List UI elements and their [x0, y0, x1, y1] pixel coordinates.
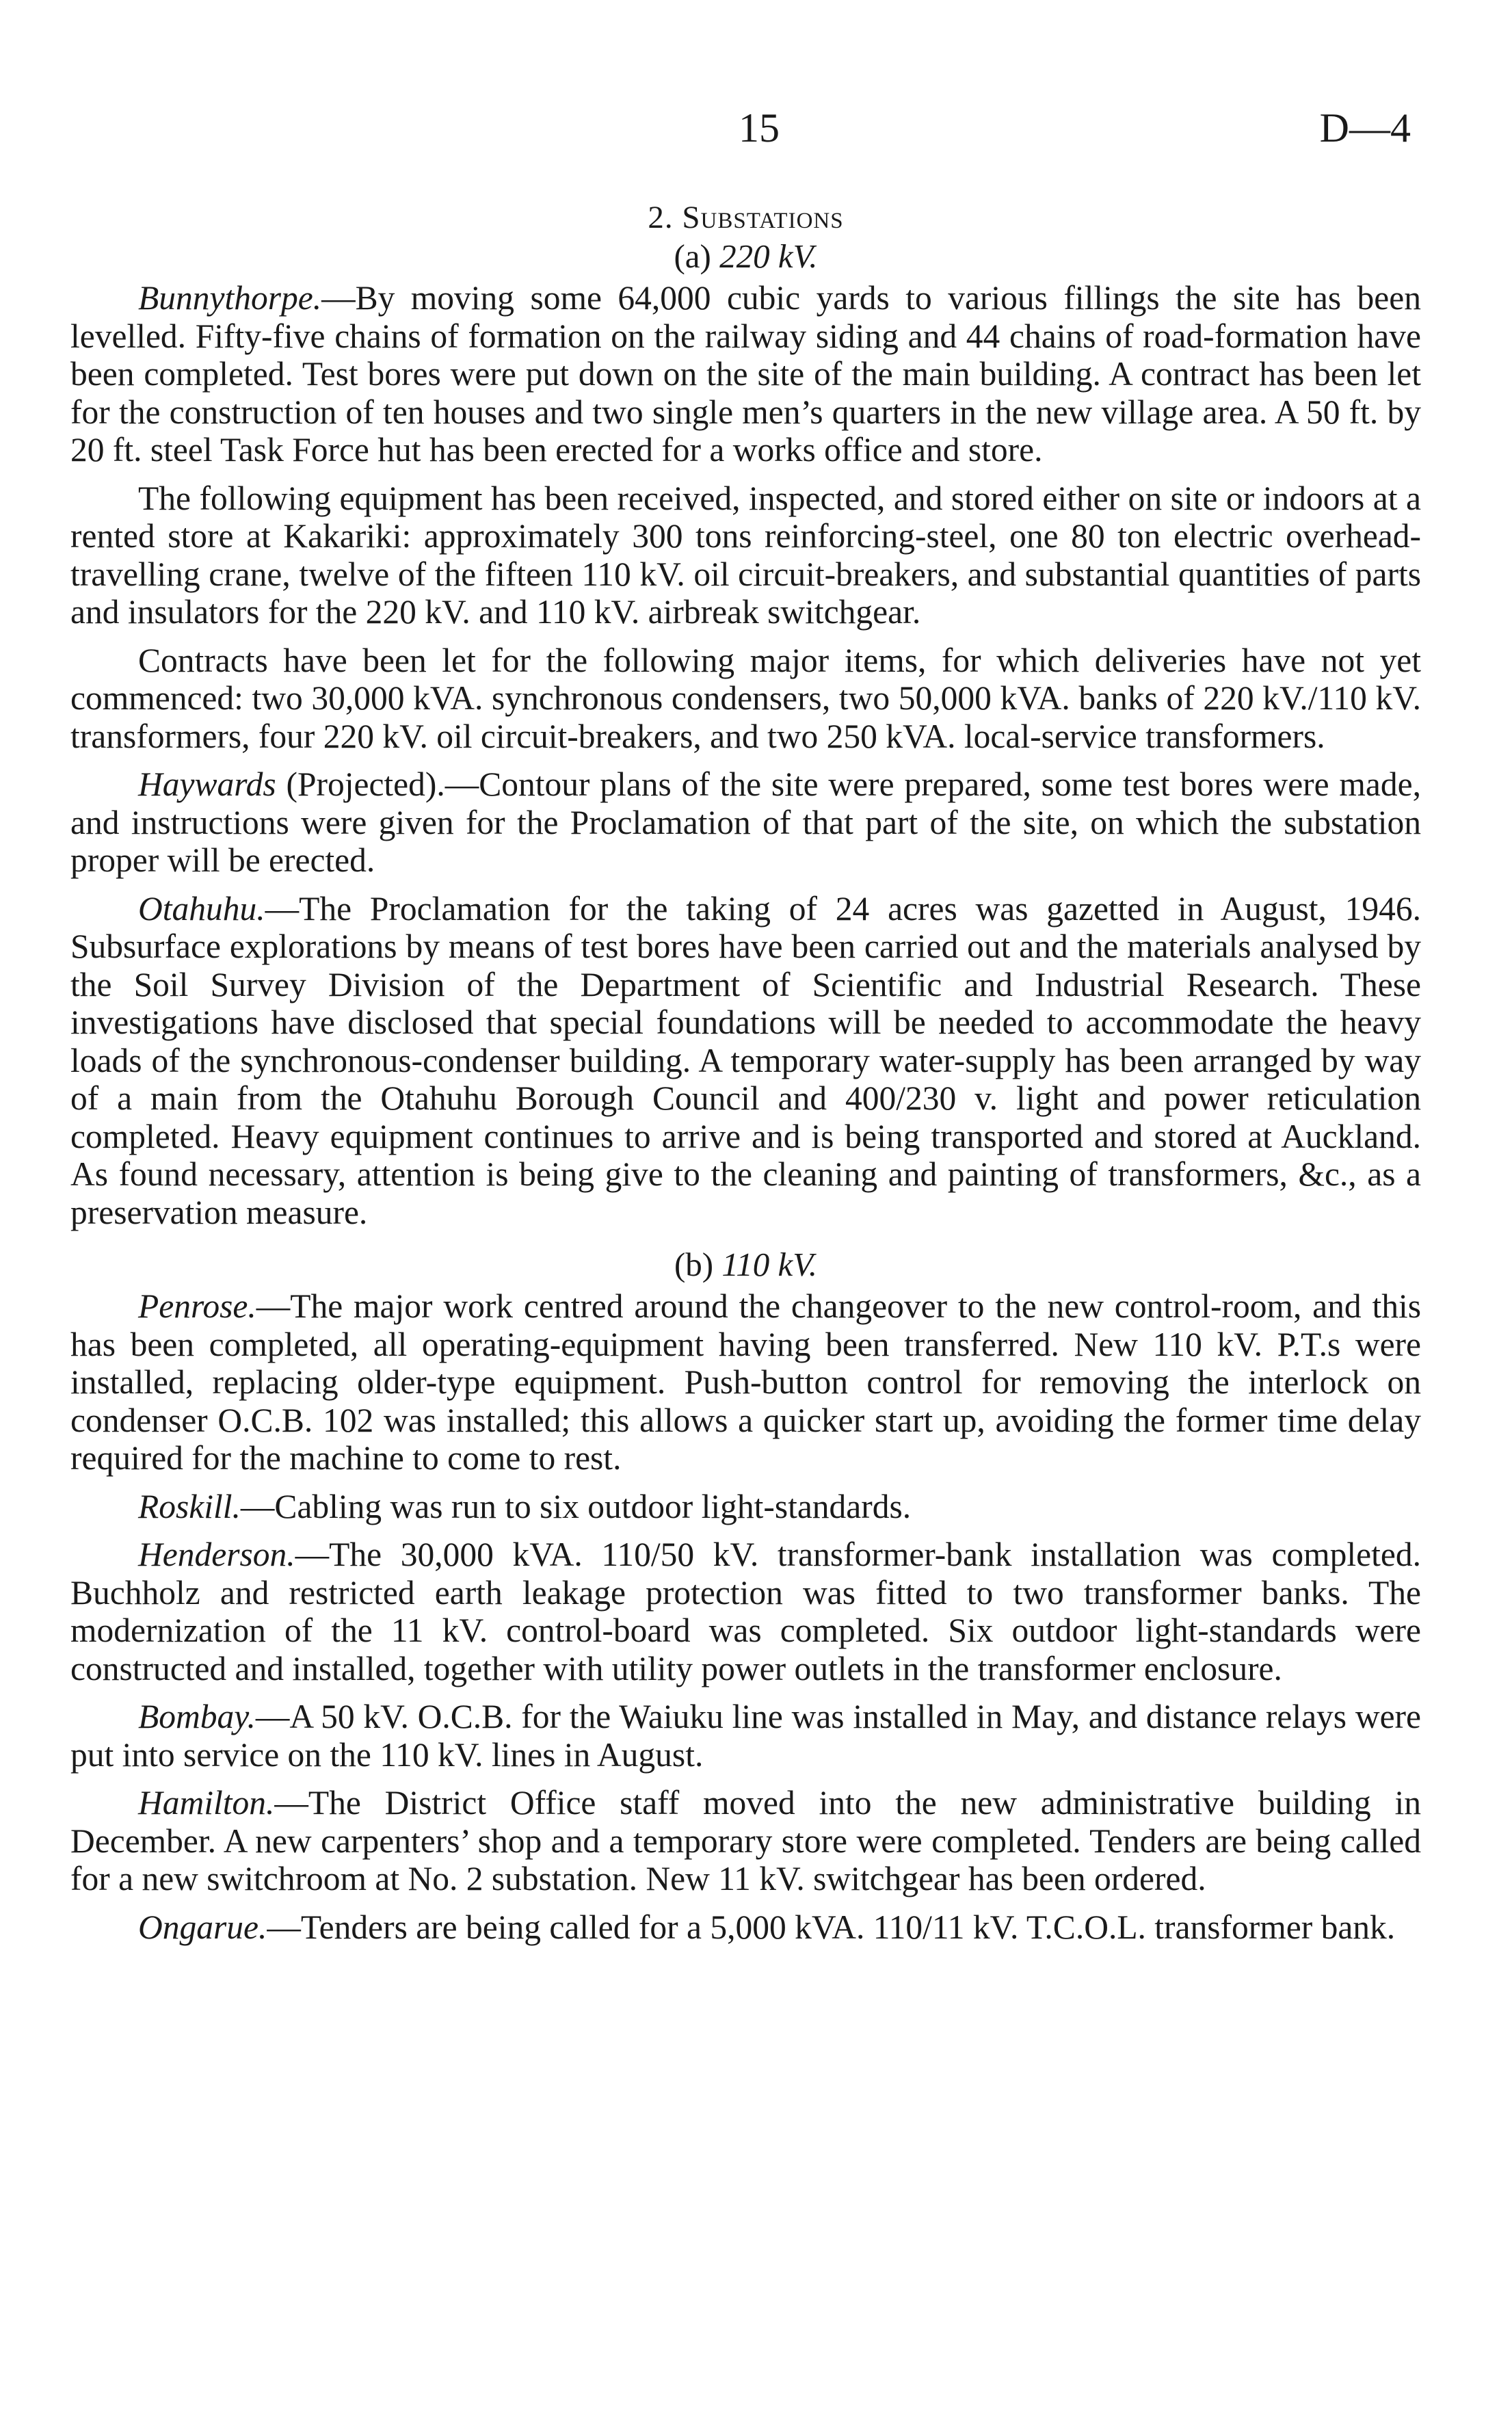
paragraph-text: —The 30,000 kVA. 110/50 kV. transformer-bank installation was completed. Buchholz and restricted earth leakage protection was fitted to two transformer banks. The modernization of the 11 kV. control-board was completed. Six outdoor light-standards were constructed and installed, together with utility power outlets in the transformer enclosure. — [70, 1536, 1421, 1687]
paragraph-penrose — [70, 1287, 1421, 1477]
paragraph-haywards — [70, 765, 1421, 880]
paragraph-text: —A 50 kV. O.C.B. for the Waiuku line was installed in May, and distance relays were put into service on the 110 kV. lines in August. — [70, 1698, 1421, 1774]
paragraph-equipment — [70, 479, 1421, 631]
subsection-label: (a) — [674, 237, 711, 275]
paragraph-bombay — [70, 1698, 1421, 1774]
subsection-voltage: 110 kV. — [721, 1246, 818, 1283]
paragraph-contracts — [70, 642, 1421, 756]
paragraph-text: —By moving some 64,000 cubic yards to various fillings the site has been levelled. Fifty-five chains of formation on the railway siding and 44 chains of road-formation have been completed. Test bores were put down on the site of the main building. A contract has been let for the construction of ten houses and two single men’s quarters in the new village area. A 50 ft. by 20 ft. steel Task Force hut has been erected for a works office and store. — [70, 279, 1421, 469]
paragraph-text: —The Proclamation for the taking of 24 acres was gazetted in August, 1946. Subsurface explorations by means of test bores have been carried out and the materials analysed by the Soil Survey Division of the Department of Scientific and Industrial Research. These investigations have disclosed that special foundations will be needed to accommodate the heavy loads of the synchronous-condenser building. A temporary water-supply has been arranged by way of a main from the Otahuhu Borough Council and 400/230 v. light and power reticulation completed. Heavy equipment continues to arrive and is being transported and stored at Auckland. As found necessary, attention is being give to the cleaning and painting of transformers, &c., as a preservation measure. — [70, 889, 1421, 1231]
paragraph-bunnythorpe — [70, 279, 1421, 469]
subsection-label: (b) — [674, 1246, 714, 1283]
paragraph-text: —The major work centred around the changeover to the new control-room, and this has been completed, all operating-equipment having been transferred. New 110 kV. P.T.s were installed, replacing older-type equipment. Push-button control for removing the interlock on condenser O.C.B. 102 was installed; this allows a quicker start up, avoiding the former time delay required for the machine to come to rest. — [70, 1287, 1421, 1477]
paragraph-text: —Cabling was run to six outdoor light-standards. — [240, 1487, 912, 1525]
paragraph-lead: Otahuhu. — [138, 889, 265, 928]
paragraph-henderson — [70, 1536, 1421, 1687]
paragraph-roskill — [70, 1488, 1421, 1526]
page-number: 15 — [739, 105, 780, 150]
paragraph-lead: Ongarue. — [138, 1908, 267, 1946]
paragraph-lead: Haywards — [138, 765, 276, 803]
document-code: D—4 — [1319, 105, 1411, 150]
paragraph-text: —The District Office staff moved into the new administrative building in December. A new carpenters’ shop and a temporary store were completed. Tenders are being called for a new switchroom at No. 2 substation. New 11 kV. switchgear has been ordered. — [70, 1784, 1421, 1897]
paragraph-lead: Roskill. — [138, 1487, 241, 1525]
paragraph-lead: Bunnythorpe. — [138, 279, 322, 317]
section-title: 2. Substations — [648, 200, 844, 235]
paragraph-text: —Tenders are being called for a 5,000 kVA. 110/11 kV. T.C.O.L. transformer bank. — [267, 1908, 1396, 1946]
paragraph-text: Contracts have been let for the following major items, for which deliveries have not yet commenced: two 30,000 kVA. synchronous condensers, two 50,000 kVA. banks of 220 kV./110 kV. transformers, four 220 kV. oil circuit-breakers, and two 250 kVA. local-service transformers. — [70, 641, 1421, 755]
page-content — [70, 198, 1421, 1956]
paragraph-ongarue — [70, 1908, 1421, 1947]
paragraph-lead: Bombay. — [138, 1698, 256, 1735]
paragraph-lead: Penrose. — [138, 1287, 256, 1325]
paragraph-lead: Henderson. — [138, 1536, 295, 1573]
paragraph-otahuhu — [70, 890, 1421, 1232]
subsection-heading-a — [70, 237, 1421, 276]
subsection-voltage: 220 kV. — [719, 237, 818, 275]
paragraph-hamilton — [70, 1784, 1421, 1898]
paragraph-lead: Hamilton. — [138, 1784, 275, 1822]
paragraph-text: The following equipment has been received, inspected, and stored either on site or indoors at a rented store at Kakariki: approximately 300 tons reinforcing-steel, one 80 ton electric overhead-travelling crane, twelve of the fifteen 110 kV. oil circuit-breakers, and substantial quantities of parts and insulators for the 220 kV. and 110 kV. airbreak switchgear. — [70, 479, 1421, 631]
paragraph-text: (Projected).—Contour plans of the site were prepared, some test bores were made, and instructions were given for the Proclamation of that part of the site, on which the substation proper will be erected. — [70, 765, 1421, 879]
subsection-heading-b — [70, 1245, 1421, 1285]
